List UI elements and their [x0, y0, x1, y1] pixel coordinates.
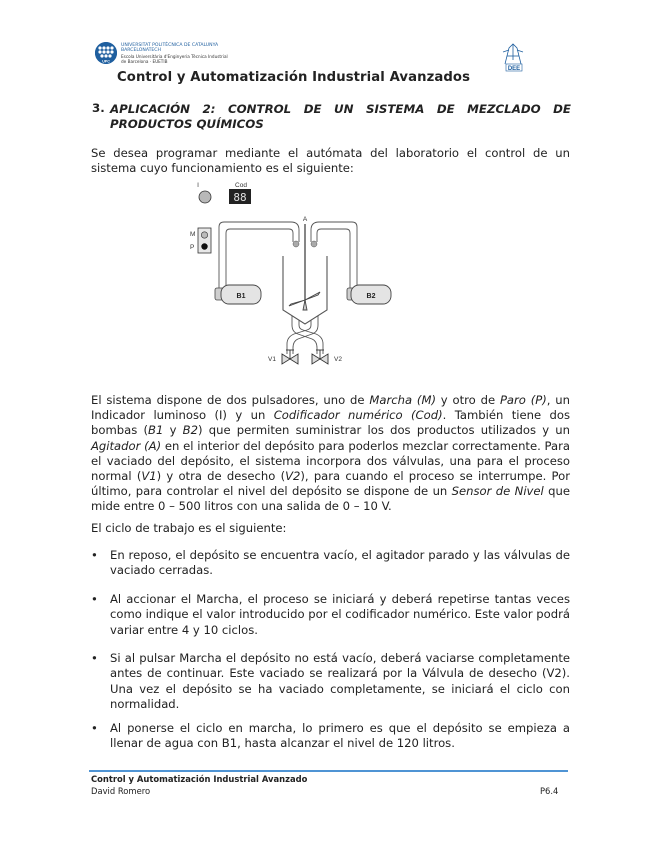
- system-description: El sistema dispone de dos pulsadores, uno de Marcha (M) y otro de Paro (P), un Indicador luminoso (I) y un Codificador numérico (Cod). También tiene dos bombas (B1 y B2) que permiten suministrar los dos productos utilizados y un Agitador (A) en el interior del depósito para poderlos mezclar correctamente. Para el vaciado del depósito, el sistema incorpora dos válvulas, una para el proceso normal (V1) y otra de desecho (V2), para cuando el proceso se interrumpe. Por último, para controlar el nivel del depósito se dispone de un Sensor de Nivel que mide entre 0 – 500 litros con una salida de 0 – 10 V.: [91, 393, 571, 514]
- footer-author: David Romero: [91, 786, 151, 796]
- outlet-pipes: [287, 316, 323, 354]
- valve-v2-label: V2: [334, 356, 342, 363]
- inlet-nozzle-icon: [293, 241, 299, 247]
- mixing-system-diagram: [185, 178, 405, 376]
- indicator-label: I: [197, 182, 199, 189]
- cycle-intro: El ciclo de trabajo es el siguiente:: [91, 521, 287, 535]
- paro-label: P: [190, 244, 195, 251]
- indicator-lamp-icon: [199, 191, 211, 203]
- upc-logo-initials: UPC: [102, 59, 110, 64]
- school-line: de Barcelona · EUETIB: [121, 59, 168, 65]
- inlet-nozzle-icon: [311, 241, 317, 247]
- footer-title: Control y Automatización Industrial Avanzado: [91, 774, 308, 784]
- page-number: P6.4: [540, 786, 559, 796]
- valve-v2-icon: [312, 350, 328, 364]
- section-title-continued: PRODUCTOS QUÍMICOS: [110, 117, 264, 131]
- course-title: Control y Automatización Industrial Avanzados: [117, 70, 471, 85]
- valve-v1-label: V1: [268, 356, 276, 363]
- university-name: [121, 43, 231, 65]
- pump-b2-label: B2: [366, 293, 376, 300]
- list-item: Al ponerse el ciclo en marcha, lo primero es que el depósito se empieza a llenar de agua con B1, hasta alcanzar el nivel de 120 litros.: [110, 721, 570, 751]
- list-item: Si al pulsar Marcha el depósito no está vacío, deberá vaciarse completamente antes de continuar. Este vaciado se realizará por la Válvula de desecho (V2). Una vez el depósito se ha vaciado completamente, se iniciará el ciclo con normalidad.: [110, 651, 570, 712]
- feed-pipes: [219, 222, 357, 290]
- section-number: 3.: [92, 101, 105, 115]
- section-title: APLICACIÓN 2: CONTROL DE UN SISTEMA DE MEZCLADO DE: [110, 102, 571, 116]
- valve-v1-icon: [282, 350, 298, 364]
- bullet-icon: •: [91, 592, 98, 606]
- university-line: BARCELONATECH: [121, 48, 161, 54]
- list-item: Al accionar el Marcha, el proceso se iniciará y deberá repetirse tantas veces como indique el valor introducido por el codificador numérico. Este valor podrá variar entre 4 y 10 ciclos.: [110, 592, 570, 637]
- cod-display-value: 88: [233, 191, 247, 204]
- cod-label: Cod: [235, 182, 247, 189]
- list-item: En reposo, el depósito se encuentra vacío, el agitador parado y las válvulas de vaciado cerradas.: [110, 548, 570, 578]
- marcha-button-icon: [201, 232, 207, 238]
- bullet-icon: •: [91, 721, 98, 735]
- footer-rule: [89, 770, 568, 772]
- paro-button-icon: [201, 243, 207, 249]
- agitator-label: A: [302, 216, 308, 223]
- department-logo-text: DEE: [507, 66, 521, 72]
- intro-paragraph: Se desea programar mediante el autómata del laboratorio el control de un sistema cuyo funcionamiento es el siguiente:: [91, 146, 570, 176]
- university-line: UNIVERSITAT POLITÈCNICA DE CATALUNYA: [121, 43, 219, 48]
- upc-logo-icon: [95, 42, 117, 64]
- pump-b1-label: B1: [236, 293, 246, 300]
- bullet-icon: •: [91, 651, 98, 665]
- marcha-label: M: [190, 231, 196, 238]
- department-logo-icon: [495, 40, 531, 76]
- bullet-icon: •: [91, 548, 98, 562]
- school-line: Escola Universitària d'Enginyeria Tècnica Industrial: [121, 53, 228, 59]
